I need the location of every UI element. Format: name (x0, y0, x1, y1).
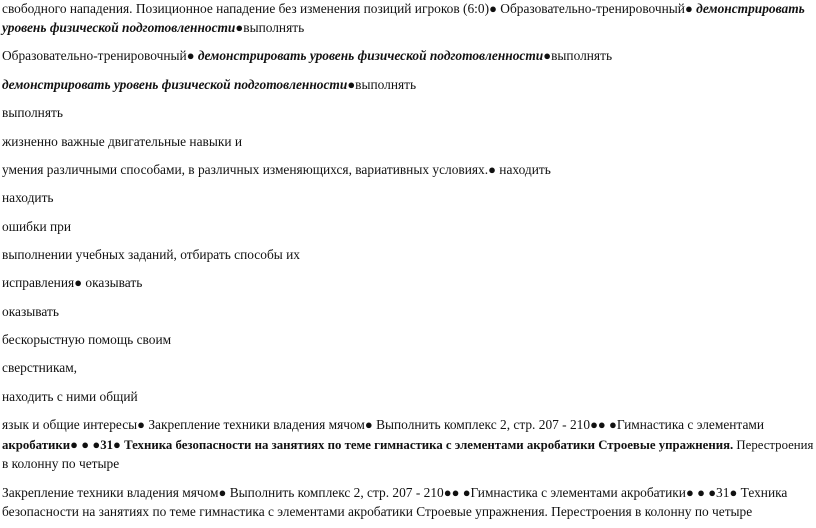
text-line-15: находить с ними общий (2, 389, 138, 404)
bullet-icon: ● ● ● (685, 485, 717, 500)
emphasis-text: демонстрировать (692, 1, 805, 16)
text-line-9: ошибки при (2, 219, 72, 234)
text-line-14: сверстникам, (2, 360, 78, 375)
text-line-2 (2, 19, 304, 36)
bullet-icon: ● (488, 162, 496, 177)
bullet-icon: ● (364, 417, 373, 432)
bullet-icon: ●● ● (443, 485, 471, 500)
text-line-16 (2, 416, 764, 433)
bullet-icon: ● (137, 417, 145, 432)
text-line-17 (2, 436, 813, 454)
text-segment: находить (495, 162, 551, 177)
text-line-8: находить (2, 190, 54, 205)
bullet-icon: ● (186, 48, 195, 63)
bullet-icon: ● (543, 48, 552, 63)
text-line-4 (2, 76, 416, 93)
text-line-6: жизненно важные двигательные навыки и (2, 134, 243, 149)
text-segment: выполнять (355, 77, 417, 92)
bullet-icon: ● (74, 275, 83, 290)
text-line-5: выполнять (2, 105, 63, 120)
bold-text: 31 (100, 438, 114, 452)
bullet-icon: ● (235, 20, 244, 35)
text-segment: Образовательно-тренировочный (2, 48, 187, 63)
bold-text: Техника безопасности на занятиях по теме гимнастика с элементами акробатики Строевые упражнения. (120, 438, 734, 452)
text-line-20: безопасности на занятиях по теме гимнастика с элементами акробатики Строевые упражнения. Перестроения в колонну по четыре (2, 504, 753, 519)
text-segment: умения различными способами, в различных изменяющихся, вариативных условиях. (2, 162, 489, 177)
emphasis-text: демонстрировать уровень физической подготовленности (194, 48, 544, 63)
text-segment: исправления (2, 275, 75, 290)
text-segment: Закрепление техники владения мячом (145, 417, 365, 432)
text-segment: Гимнастика с элементами акробатики (470, 485, 686, 500)
text-segment: Гимнастика с элементами (616, 417, 765, 432)
emphasis-text: демонстрировать уровень физической подготовленности (2, 77, 348, 92)
text-segment: Техника (737, 485, 788, 500)
bullet-icon: ● (489, 1, 497, 16)
text-line-7 (2, 161, 551, 178)
text-line-3 (2, 47, 612, 64)
text-segment: 31 (716, 485, 730, 500)
text-line-1 (2, 0, 805, 17)
text-segment: язык и общие интересы (2, 417, 138, 432)
bullet-icon: ●● ● (590, 417, 617, 432)
text-segment: оказывать (82, 275, 143, 290)
bullet-icon: ● (218, 485, 227, 500)
bullet-icon: ● (347, 77, 356, 92)
bullet-icon: ● (729, 485, 738, 500)
text-line-12: оказывать (2, 304, 59, 319)
bullet-icon: ● (113, 437, 121, 452)
text-line-10: выполнении учебных заданий, отбирать способы их (2, 247, 300, 262)
bullet-icon: ● (684, 1, 693, 16)
text-segment: выполнять (551, 48, 613, 63)
text-line-18: в колонну по четыре (2, 456, 120, 471)
text-segment: выполнять (243, 20, 305, 35)
text-segment: свободного нападения. Позиционное нападение без изменения позиций игроков (6:0) (2, 1, 490, 16)
text-segment: Выполнить комплекс 2, стр. 207 - 210 (226, 485, 444, 500)
text-segment: Закрепление техники владения мячом (2, 485, 219, 500)
text-segment: Образовательно-тренировочный (496, 1, 685, 16)
text-segment: Выполнить комплекс 2, стр. 207 - 210 (372, 417, 591, 432)
text-line-11 (2, 274, 142, 291)
text-line-19 (2, 484, 787, 501)
text-line-13: бескорыстную помощь своим (2, 332, 172, 347)
bold-text: акробатики (2, 438, 71, 452)
text-segment: Перестроения (733, 438, 814, 452)
bullet-icon: ● ● ● (70, 437, 101, 452)
emphasis-text: уровень физической подготовленности (2, 20, 236, 35)
